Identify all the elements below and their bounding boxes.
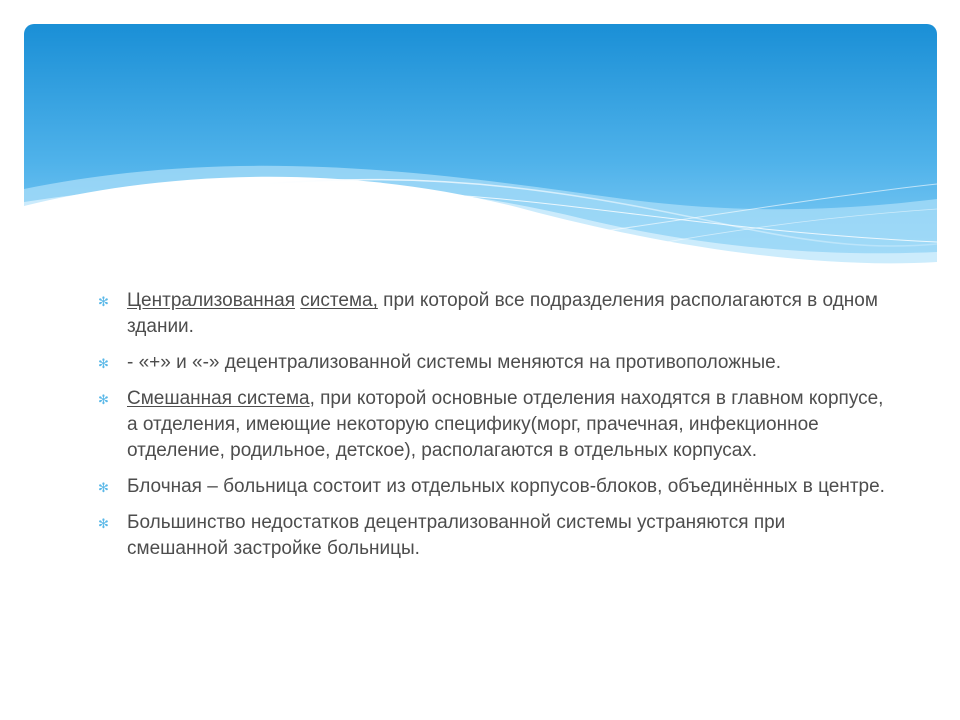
- bullet-item-mixed-system: [98, 386, 888, 464]
- bullet-item-block-system: [98, 474, 888, 500]
- link-mixed-system[interactable]: Смешанная система: [127, 388, 310, 409]
- content-bullet-list: [98, 288, 888, 572]
- asterisk-icon: ✻: [98, 480, 109, 495]
- bullet-item-centralized: [98, 288, 888, 340]
- bullet-text: - «+» и «-» децентрализованной системы меняются на противоположные.: [127, 352, 781, 373]
- asterisk-icon: ✻: [98, 516, 109, 531]
- bullet-text: Большинство недостатков децентрализованной системы устраняются при смешанной застройке больницы.: [127, 512, 786, 559]
- asterisk-icon: ✻: [98, 356, 109, 371]
- bullet-item-conclusion: [98, 510, 888, 562]
- link-system[interactable]: система,: [300, 290, 378, 311]
- sky-wave-banner: [24, 24, 937, 274]
- bullet-text: при которой все подразделения располагаются в одном здании.: [127, 290, 878, 337]
- bullet-text: Блочная – больница состоит из отдельных корпусов-блоков, объединённых в центре.: [127, 476, 885, 497]
- bullet-item-decentralized-pros-cons: [98, 350, 888, 376]
- bullet-text: , при которой основные отделения находятся в главном корпусе, а отделения, имеющие некоторую специфику(морг, прачечная, инфекционное отделение, родильное, детское), располагаются в отдельных корпусах.: [127, 388, 884, 461]
- asterisk-icon: ✻: [98, 392, 109, 407]
- link-centralized[interactable]: Централизованная: [127, 290, 296, 311]
- asterisk-icon: ✻: [98, 294, 109, 309]
